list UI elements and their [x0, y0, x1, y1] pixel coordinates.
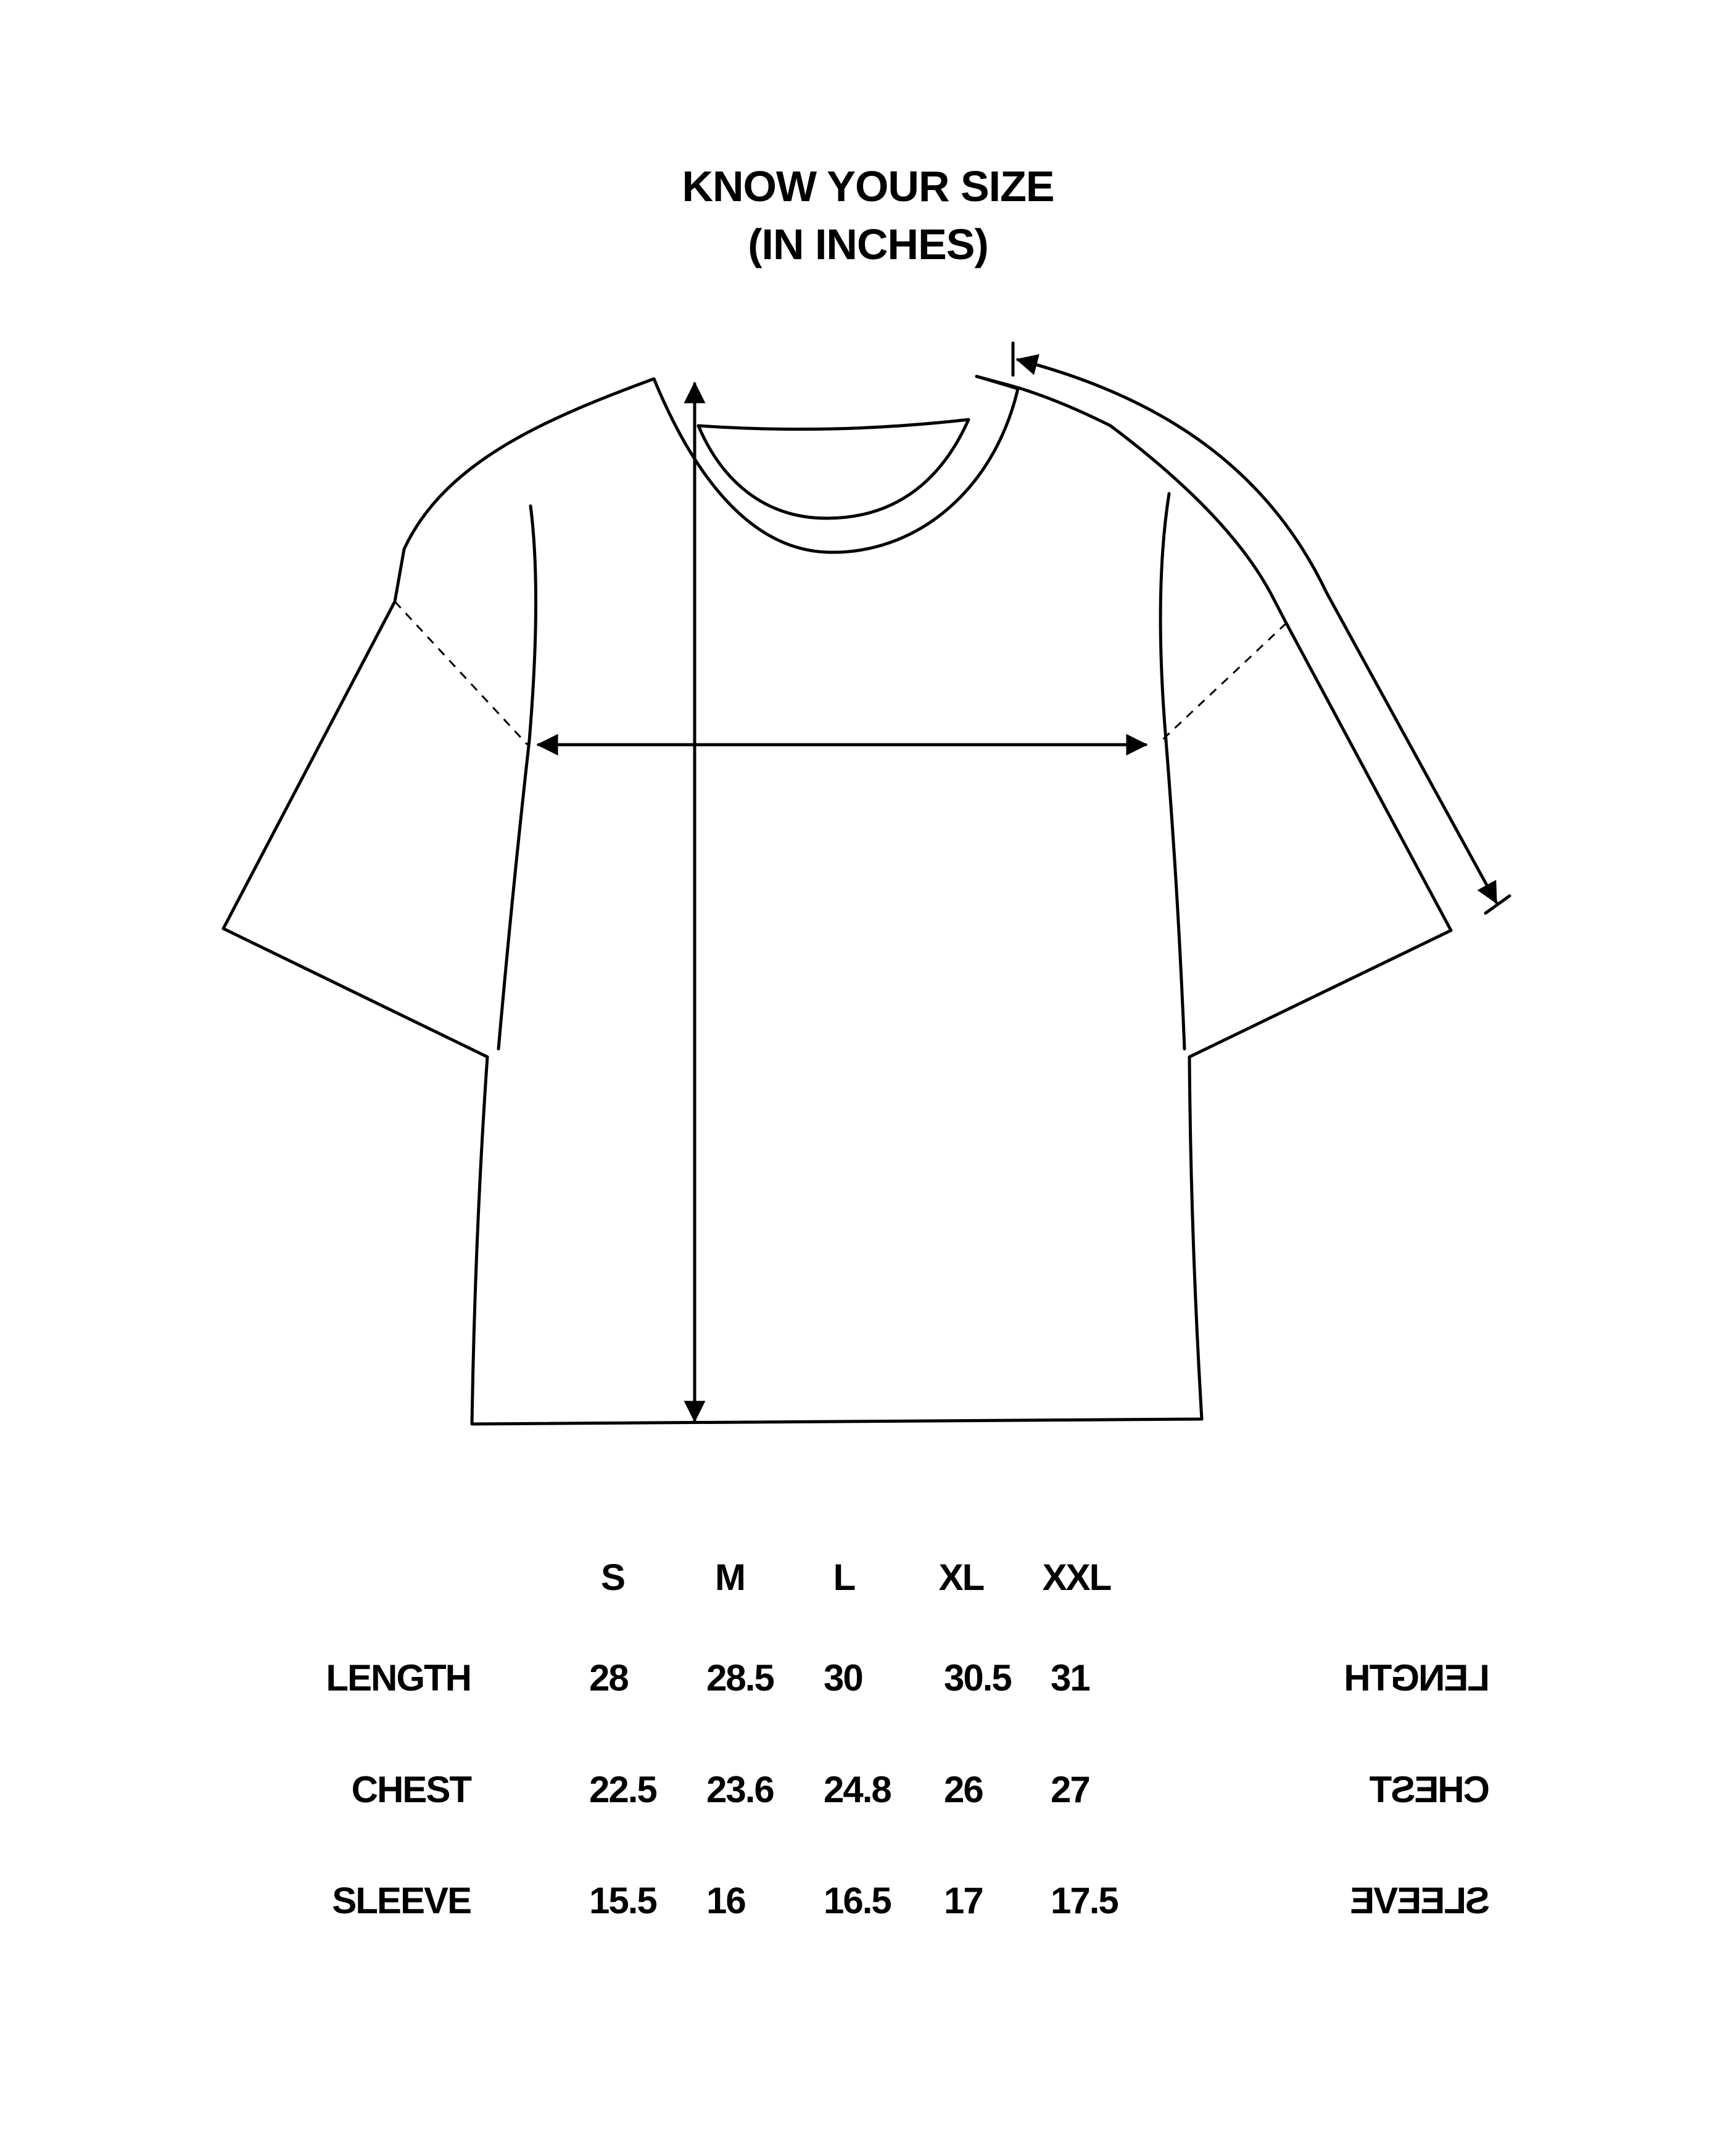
row-label-length: LENGTH: [326, 1657, 471, 1699]
chest-l: 24.8: [824, 1769, 891, 1810]
sleeve-tick-bottom: [1486, 896, 1510, 913]
sleeve-l: 16.5: [824, 1880, 891, 1921]
left-armhole-seam: [498, 506, 536, 1049]
row-label-chest: CHEST: [351, 1769, 471, 1810]
sleeve-xxl: 17.5: [1051, 1880, 1118, 1921]
length-xl: 30.5: [944, 1657, 1011, 1699]
chest-xl: 26: [944, 1769, 983, 1810]
sleeve-arrow: [1018, 360, 1496, 902]
sleeve-s: 15.5: [589, 1880, 656, 1921]
collar-inner: [698, 420, 969, 518]
title-line-2: (IN INCHES): [748, 220, 988, 268]
size-header-m: M: [715, 1557, 745, 1598]
collar-outer: [654, 376, 1018, 552]
chest-xxl: 27: [1051, 1769, 1089, 1810]
tshirt-outline: [223, 376, 1451, 1424]
size-header-xl: XL: [938, 1557, 984, 1598]
size-header-xxl: XXL: [1042, 1557, 1111, 1598]
chest-s: 22.5: [589, 1769, 656, 1810]
right-sleeve-dash: [1160, 623, 1286, 742]
sleeve-xl: 17: [944, 1880, 983, 1921]
size-header-l: L: [833, 1557, 855, 1598]
sleeve-m: 16: [706, 1880, 745, 1921]
title-line-1: KNOW YOUR SIZE: [682, 162, 1054, 210]
length-s: 28: [589, 1657, 628, 1699]
row-label-chest-mirrored: CHEST: [1370, 1769, 1490, 1810]
right-armhole-seam: [1160, 494, 1184, 1049]
length-m: 28.5: [706, 1657, 774, 1699]
row-label-sleeve: SLEEVE: [332, 1880, 471, 1921]
row-label-length-mirrored: LENGTH: [1345, 1657, 1490, 1699]
length-xxl: 31: [1051, 1657, 1089, 1699]
length-l: 30: [824, 1657, 862, 1699]
left-sleeve-dash: [395, 602, 527, 745]
size-header-s: S: [600, 1557, 625, 1598]
chest-m: 23.6: [706, 1769, 774, 1810]
neck-seam: [698, 420, 969, 429]
row-label-sleeve-mirrored: SLEEVE: [1351, 1880, 1490, 1921]
